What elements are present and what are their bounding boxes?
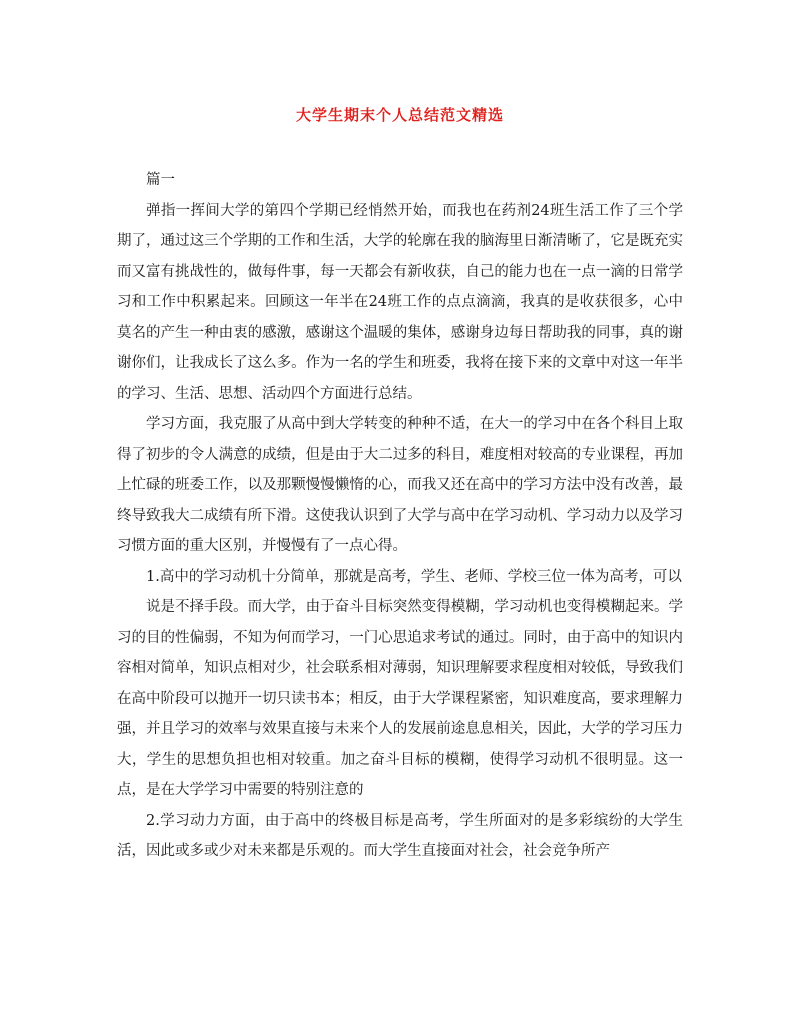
paragraph-point-2: 2.学习动力方面，由于高中的终极目标是高考，学生所面对的是多彩缤纷的大学生活，因此或多或少对未来都是乐观的。而大学生直接面对社会，社会竞争所产 [117, 812, 683, 859]
document-title: 大学生期末个人总结范文精选 [295, 106, 504, 124]
paragraph-point-1: 1.高中的学习动机十分简单，那就是高考，学生、老师、学校三位一体为高考，可以 [146, 568, 682, 585]
section-label: 篇一 [146, 172, 175, 188]
paragraph-point-1-continued: 说是不择手段。而大学，由于奋斗目标突然变得模糊，学习动机也变得模糊起来。学习的目的性偏弱，不知为何而学习，一门心思追求考试的通过。同时，由于高中的知识内容相对简单，知识点相对少，社会联系相对薄弱，知识理解要求程度相对较低，导致我们在高中阶段可以抛开一切只读书本；相反，由于大学课程紧密，知识难度高，要求理解力强，并且学习的效率与效果直接与未来个人的发展前途息息相关，因此，大学的学习压力大，学生的思想负担也相对较重。加之奋斗目标的模糊，使得学习动机不很明显。这一点，是在大学学习中需要的特别注意的 [117, 599, 683, 798]
document-body [117, 165, 683, 867]
paragraph-intro: 弹指一挥间大学的第四个学期已经悄然开始，而我也在药剂24班生活工作了三个学期了，通过这三个学期的工作和生活，大学的轮廓在我的脑海里日渐清晰了，它是既充实而又富有挑战性的，做每件事，每一天都会有新收获，自己的能力也在一点一滴的日常学习和工作中积累起来。回顾这一年半在24班工作的点点滴滴，我真的是收获很多，心中莫名的产生一种由衷的感激，感谢这个温暖的集体，感谢身边每日帮助我的同事，真的谢谢你们，让我成长了这么多。作为一名的学生和班委，我将在接下来的文章中对这一年半的学习、生活、思想、活动四个方面进行总结。 [117, 202, 683, 402]
paragraph-study: 学习方面，我克服了从高中到大学转变的种种不适，在大一的学习中在各个科目上取得了初步的令人满意的成绩，但是由于大二过多的科目，难度相对较高的专业课程，再加上忙碌的班委工作，以及那颗慢慢懒惰的心，而我又还在高中的学习方法中没有改善，最终导致我大二成绩有所下滑。这使我认识到了大学与高中在学习动机、学习动力以及学习习惯方面的重大区别，并慢慢有了一点心得。 [117, 416, 683, 554]
